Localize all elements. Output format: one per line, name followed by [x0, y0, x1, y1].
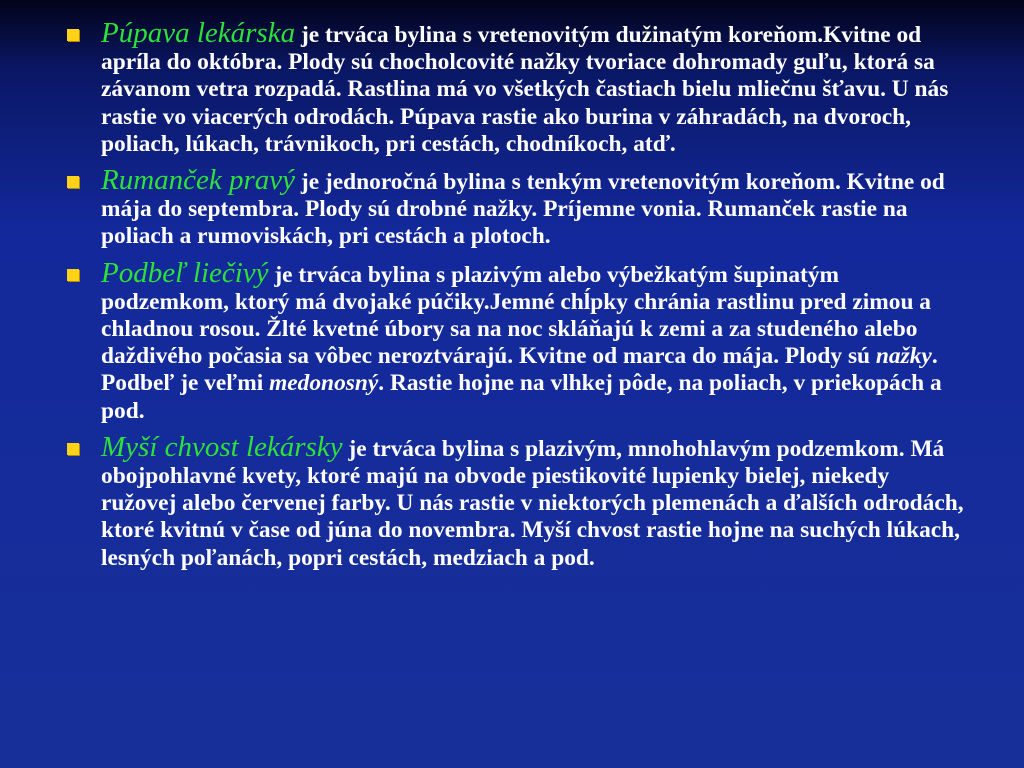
bullet-item-podbel: [67, 256, 964, 425]
emphasis-medonosny: medonosný: [269, 370, 379, 397]
square-bullet-icon: [67, 443, 79, 455]
term-mysi-chvost: Myší chvost lekársky: [101, 430, 343, 463]
description-podbel-part-1: je trváca bylina s plazivým alebo výbežkatým šupinatým podzemkom, ktorý má dvojaké púčiky.Jemné chĺpky chránia rastlinu pred zimou a chladnou rosou. Žlté kvetné úbory sa na noc skláňajú k zemi a za studeného alebo daždivého počasia sa vôbec neroztvárajú. Kvitne od marca do mája. Plody sú: [101, 261, 931, 370]
description-mysi-chvost: je trváca bylina s plazivým, mnohohlavým podzemkom. Má obojpohlavné kvety, ktoré majú na obvode piestikovité lupienky bielej, niekedy ružovej alebo červenej farby. U nás rastie v niektorých plemenách a ďalších odrodách, ktoré kvitnú v čase od júna do novembra. Myší chvost rastie hojne na suchých lúkach, lesných poľanách, popri cestách, medziach a pod.: [101, 435, 964, 571]
bullet-item-rumancek: [67, 164, 964, 251]
bullet-item-mysi-chvost: [67, 430, 964, 572]
term-rumancek: Rumanček pravý: [101, 164, 296, 197]
term-pupava: Púpava lekárska: [101, 17, 296, 49]
square-bullet-icon: [67, 176, 79, 188]
description-pupava: je trváca bylina s vretenovitým dužinatým koreňom.Kvitne od apríla do októbra. Plody sú chocholcovité nažky tvoriace dohromady guľu, ktorá sa závanom vetra rozpadá. Rastlina má vo všetkých častiach bielu mliečnu šťavu. U nás rastie vo viacerých odrodách. Púpava rastie ako burina v záhradách, na dvoroch, poliach, lúkach, trávnikoch, pri cestách, chodníkoch, atď.: [101, 22, 949, 157]
term-podbel: Podbeľ liečivý: [101, 256, 269, 289]
square-bullet-icon: [67, 29, 79, 41]
bullet-list: [67, 17, 964, 572]
bullet-item-pupava: [67, 17, 964, 158]
square-bullet-icon: [67, 269, 79, 281]
description-podbel-part-2: . Podbeľ je veľmi: [101, 343, 938, 397]
emphasis-nazky: nažky: [875, 343, 932, 370]
description-podbel-part-3: . Rastie hojne na vlhkej pôde, na poliach, v priekopách a pod.: [101, 370, 942, 424]
description-rumancek: je jednoročná bylina s tenkým vretenovitým koreňom. Kvitne od mája do septembra. Plody sú drobné nažky. Príjemne vonia. Rumanček rastie na poliach a rumoviskách, pri cestách a plotoch.: [101, 169, 945, 250]
